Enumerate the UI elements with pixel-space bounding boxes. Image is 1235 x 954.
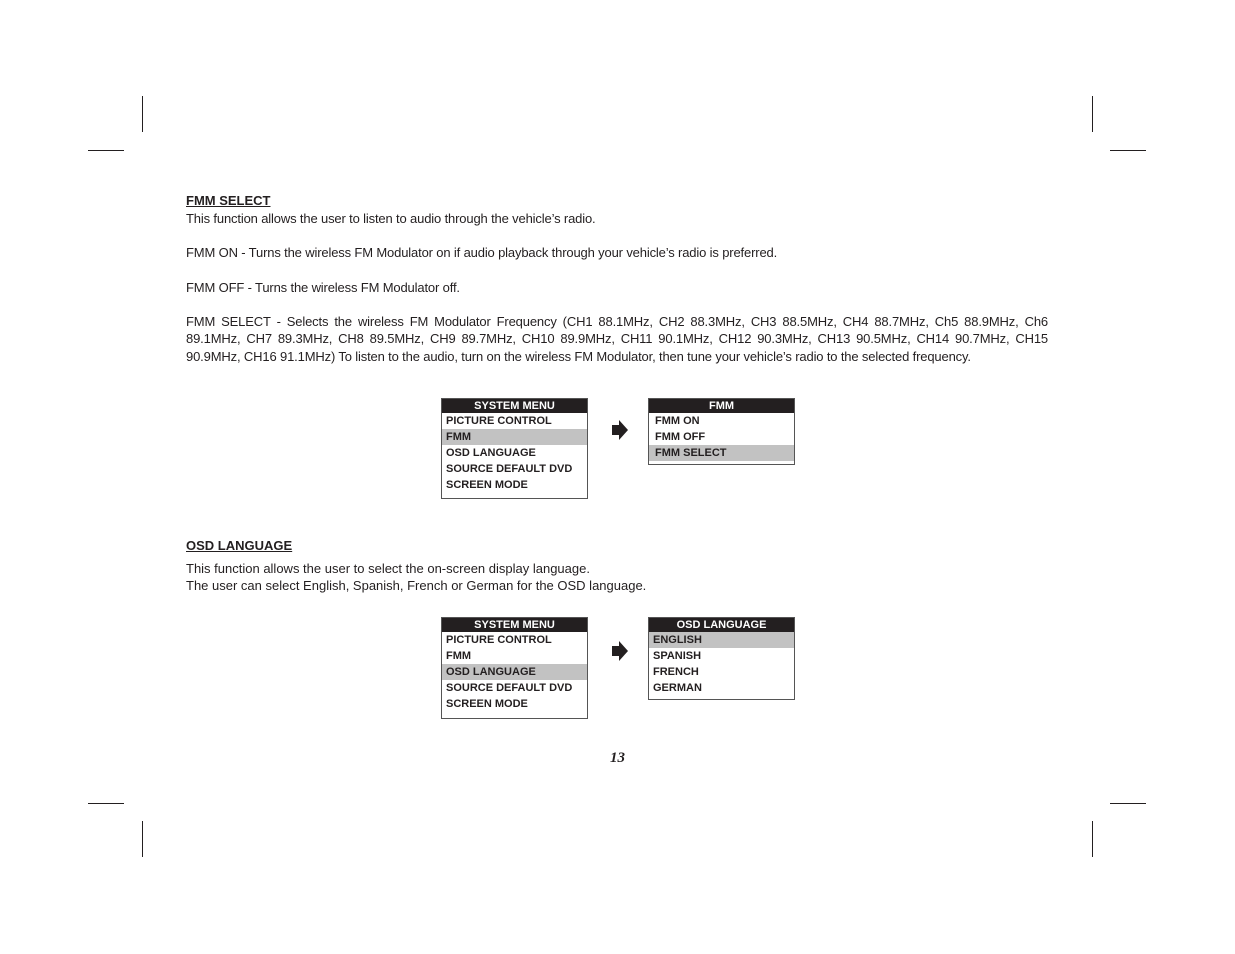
menu-item-fmm-off[interactable]: FMM OFF <box>655 431 706 443</box>
menu-title: FMM <box>649 399 794 413</box>
fmm-intro-text: This function allows the user to listen to audio through the vehicle’s radio. <box>186 211 596 226</box>
menu-item-french[interactable]: FRENCH <box>653 666 699 678</box>
menu-title: SYSTEM MENU <box>442 399 587 413</box>
menu-item-picture-control[interactable]: PICTURE CONTROL <box>446 634 552 646</box>
menu-title: OSD LANGUAGE <box>649 618 794 632</box>
menu-item-source-default-dvd[interactable]: SOURCE DEFAULT DVD <box>446 463 573 475</box>
menu-item-spanish[interactable]: SPANISH <box>653 650 702 662</box>
menu-item-fmm[interactable]: FMM <box>446 650 472 662</box>
menu-item-german[interactable]: GERMAN <box>653 682 702 694</box>
crop-mark-bottom-left-horizontal <box>88 803 124 804</box>
menu-title: SYSTEM MENU <box>442 618 587 632</box>
menu-item-fmm[interactable]: FMM <box>442 429 587 445</box>
osd-language-sub-menu <box>648 617 795 700</box>
menu-item-source-default-dvd[interactable]: SOURCE DEFAULT DVD <box>446 682 573 694</box>
fmm-select-text: FMM SELECT - Selects the wireless FM Modulator Frequency (CH1 88.1MHz, CH2 88.3MHz, CH3 88.5MHz, CH4 88.7MHz, Ch5 88.9MHz, Ch6 89.1MHz, CH7 89.3MHz, CH8 89.5MHz, CH9 89.7MHz, CH10 89.9MHz, CH11 90.1MHz, CH12 90.3MHz, CH13 90.5MHz, CH14 90.7MHz, CH15 90.9MHz, CH16 91.1MHz) To listen to the audio, turn on the wireless FM Modulator, then tune your vehicle’s radio to the selected frequency. <box>186 314 1048 364</box>
menu-item-osd-language[interactable]: OSD LANGUAGE <box>446 447 536 459</box>
right-arrow-icon <box>611 420 628 440</box>
crop-mark-top-right-vertical <box>1092 96 1093 132</box>
fmm-on-text: FMM ON - Turns the wireless FM Modulator on if audio playback through your vehicle’s radio is preferred. <box>186 245 778 260</box>
fmm-off-text: FMM OFF - Turns the wireless FM Modulator off. <box>186 280 460 295</box>
crop-mark-bottom-left-vertical <box>142 821 143 857</box>
crop-mark-bottom-right-horizontal <box>1110 803 1146 804</box>
menu-item-picture-control[interactable]: PICTURE CONTROL <box>446 415 552 427</box>
right-arrow-icon <box>611 641 628 661</box>
menu-item-screen-mode[interactable]: SCREEN MODE <box>446 479 528 491</box>
fmm-sub-menu <box>648 398 795 465</box>
menu-item-osd-language[interactable]: OSD LANGUAGE <box>442 664 587 680</box>
fmm-system-menu <box>441 398 588 499</box>
osd-line2-text: The user can select English, Spanish, French or German for the OSD language. <box>186 578 647 593</box>
crop-mark-top-right-horizontal <box>1110 150 1146 151</box>
fmm-select-heading: FMM SELECT <box>186 193 271 208</box>
osd-language-heading: OSD LANGUAGE <box>186 538 293 553</box>
crop-mark-top-left-vertical <box>142 96 143 132</box>
osd-system-menu <box>441 617 588 719</box>
page-number: 13 <box>610 750 625 766</box>
osd-line1-text: This function allows the user to select the on-screen display language. <box>186 561 590 576</box>
menu-item-fmm-select[interactable]: FMM SELECT <box>649 445 794 461</box>
crop-mark-bottom-right-vertical <box>1092 821 1093 857</box>
menu-item-fmm-on[interactable]: FMM ON <box>655 415 700 427</box>
crop-mark-top-left-horizontal <box>88 150 124 151</box>
menu-item-english[interactable]: ENGLISH <box>649 632 794 648</box>
menu-item-screen-mode[interactable]: SCREEN MODE <box>446 698 528 710</box>
